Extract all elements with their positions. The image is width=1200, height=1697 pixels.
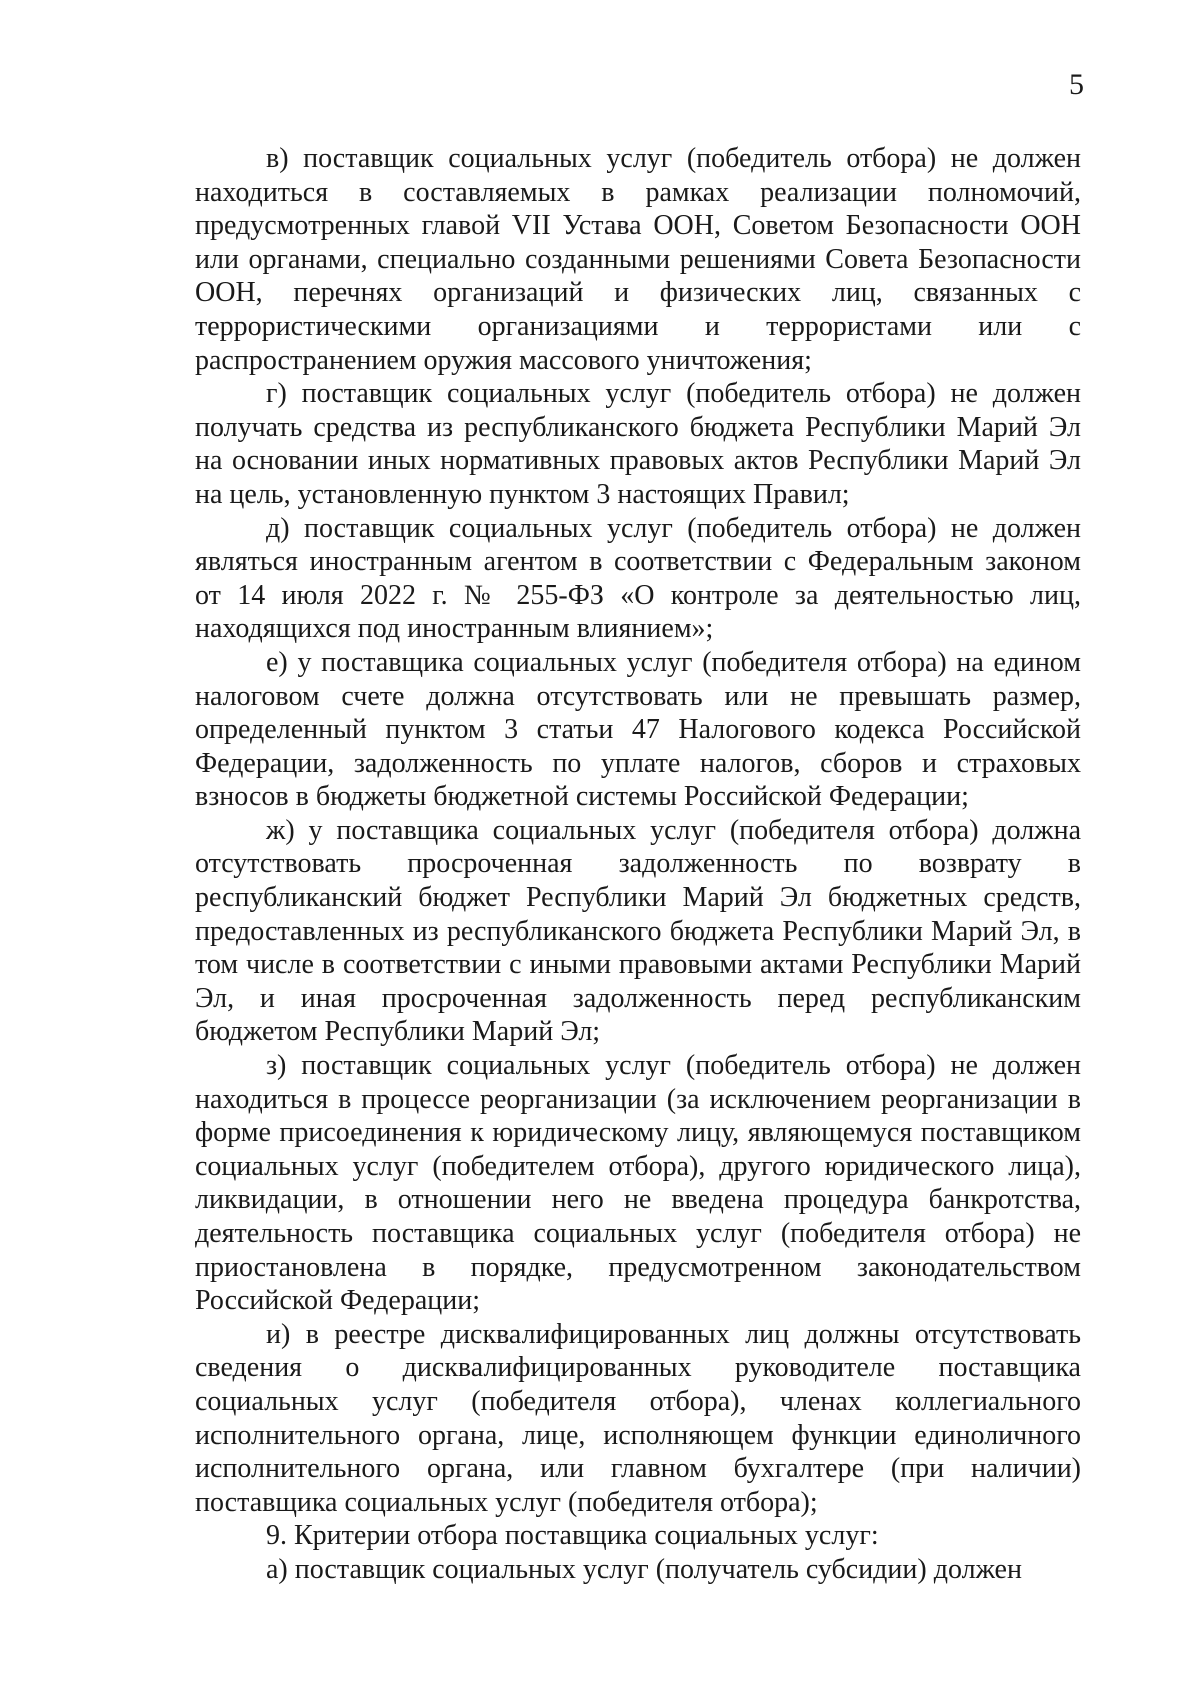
paragraph-d: д) поставщик социальных услуг (победитель отбора) не должен являться иностранным агентом в соответствии с Федеральным законом от 14 июля 2022 г. № 255-ФЗ «О контроле за деятельностью лиц, находящихся под иностранным влиянием»; xyxy=(195,512,1081,645)
paragraph-i: и) в реестре дисквалифицированных лиц должны отсутствовать сведения о дисквалифицированных руководителе поставщика социальных услуг (победителя отбора), членах коллегиального исполнительного органа, лице, исполняющем функции единоличного исполнительного органа, или главном бухгалтере (при наличии) поставщика социальных услуг (победителя отбора); xyxy=(195,1318,1081,1518)
paragraph-e: е) у поставщика социальных услуг (победителя отбора) на едином налоговом счете должна отсутствовать или не превышать размер, определенный пунктом 3 статьи 47 Налогового кодекса Российской Федерации, задолженность по уплате налогов, сборов и страховых взносов в бюджеты бюджетной системы Российской Федерации; xyxy=(195,646,1081,813)
paragraph-g: г) поставщик социальных услуг (победитель отбора) не должен получать средства из республиканского бюджета Республики Марий Эл на основании иных нормативных правовых актов Республики Марий Эл на цель, установленную пунктом 3 настоящих Правил; xyxy=(195,378,1081,510)
paragraph-z: з) поставщик социальных услуг (победитель отбора) не должен находиться в процессе реорганизации (за исключением реорганизации в форме присоединения к юридическому лицу, являющемуся поставщиком социальных услуг (победителем отбора), другого юридического лица), ликвидации, в отношении него не введена процедура банкротства, деятельность поставщика социальных услуг (победителя отбора) не приостановлена в порядке, предусмотренном законодательством Российской Федерации; xyxy=(195,1050,1081,1317)
page-number: 5 xyxy=(1069,68,1084,101)
paragraph-a: а) поставщик социальных услуг (получатель субсидии) должен xyxy=(266,1553,1022,1585)
paragraph-zh: ж) у поставщика социальных услуг (победителя отбора) должна отсутствовать просроченная задолженность по возврату в республиканский бюджет Республики Марий Эл бюджетных средств, предоставленных из республиканского бюджета Республики Марий Эл, в том числе в соответствии с иными правовыми актами Республики Марий Эл, и иная просроченная задолженность перед республиканским бюджетом Республики Марий Эл; xyxy=(195,814,1081,1048)
section-9-heading: 9. Критерии отбора поставщика социальных услуг: xyxy=(266,1520,879,1552)
document-body xyxy=(195,142,1081,1587)
paragraph-v: в) поставщик социальных услуг (победитель отбора) не должен находиться в составляемых в рамках реализации полномочий, предусмотренных главой VII Устава ООН, Советом Безопасности ООН или органами, специально созданными решениями Совета Безопасности ООН, перечнях организаций и физических лиц, связанных с террористическими организациями и террористами или с распространением оружия массового уничтожения; xyxy=(195,143,1081,376)
